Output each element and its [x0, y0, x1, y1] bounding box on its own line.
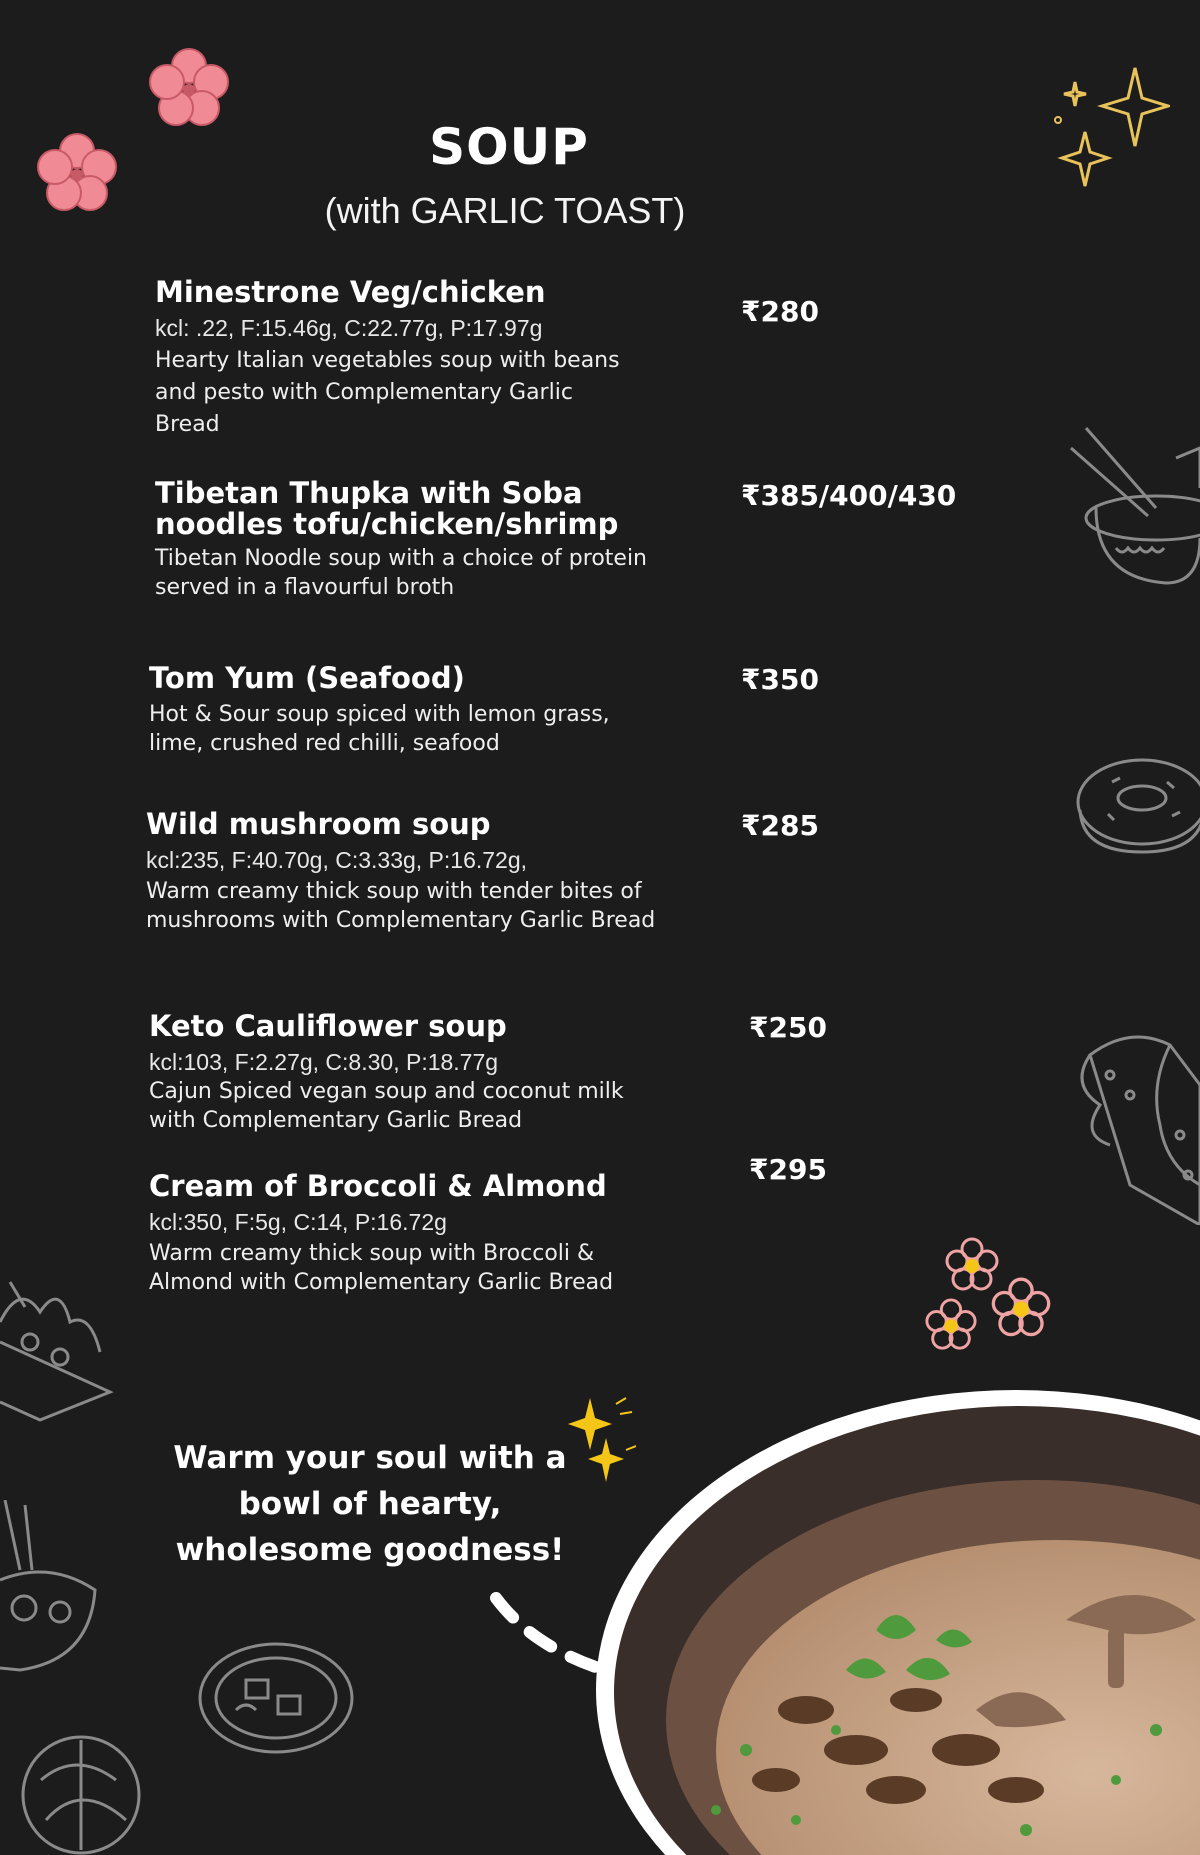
item-nutrition: kcl: .22, F:15.46g, C:22.77g, P:17.97g	[155, 315, 543, 341]
item-description: Hot & Sour soup spiced with lemon grass, lime, crushed red chilli, seafood	[149, 702, 610, 756]
item-description: Warm creamy thick soup with tender bites of mushrooms with Complementary Garlic Bread	[146, 879, 656, 933]
menu-item	[149, 1011, 689, 1135]
item-nutrition: kcl:350, F:5g, C:14, P:16.72g	[149, 1209, 447, 1235]
menu-item	[146, 809, 686, 935]
menu-item	[149, 663, 689, 758]
item-name: Tibetan Thupka with Soba noodles tofu/chicken/shrimp	[155, 476, 619, 541]
item-name: Wild mushroom soup	[146, 807, 491, 841]
soup-bowl-illustration	[596, 1370, 1200, 1855]
flower-icon	[924, 1298, 978, 1352]
menu-item	[155, 478, 695, 602]
item-price: ₹285	[741, 809, 819, 842]
donut-icon	[1072, 752, 1200, 862]
item-name: Tom Yum (Seafood)	[149, 661, 465, 695]
ramen-icon	[0, 1500, 100, 1680]
item-price: ₹280	[741, 295, 819, 328]
item-price: ₹385/400/430	[741, 479, 957, 512]
sparkle-icon	[1050, 62, 1170, 198]
item-name: Cream of Broccoli & Almond	[149, 1169, 607, 1203]
item-price: ₹350	[741, 663, 819, 696]
salad-icon	[0, 1262, 120, 1422]
item-name: Minestrone Veg/chicken	[155, 275, 546, 309]
item-description: Cajun Spiced vegan soup and coconut milk with Complementary Garlic Bread	[149, 1079, 624, 1133]
flower-icon	[990, 1277, 1052, 1339]
cabbage-icon	[16, 1720, 146, 1855]
item-description: Tibetan Noodle soup with a choice of protein served in a flavourful broth	[155, 546, 648, 600]
burrito-icon	[1070, 1025, 1200, 1225]
tagline: Warm your soul with a bowl of hearty, wholesome goodness!	[173, 1440, 567, 1568]
page-subtitle: (with GARLIC TOAST)	[324, 190, 686, 231]
noodle-bowl-icon	[1066, 418, 1200, 598]
item-nutrition: kcl:103, F:2.27g, C:8.30, P:18.77g	[149, 1049, 499, 1075]
item-nutrition: kcl:235, F:40.70g, C:3.33g, P:16.72g,	[146, 847, 528, 873]
item-name: Keto Cauliflower soup	[149, 1009, 507, 1043]
item-description: Warm creamy thick soup with Broccoli & Almond with Complementary Garlic Bread	[149, 1241, 614, 1295]
item-description: Hearty Italian vegetables soup with beans and pesto with Complementary Garlic Bread	[155, 348, 620, 437]
menu-item	[155, 277, 715, 441]
item-price: ₹295	[749, 1153, 827, 1186]
menu-item	[149, 1171, 709, 1297]
page-title: SOUP	[429, 118, 589, 176]
soup-bowl-icon	[196, 1640, 356, 1760]
item-price: ₹250	[749, 1011, 827, 1044]
